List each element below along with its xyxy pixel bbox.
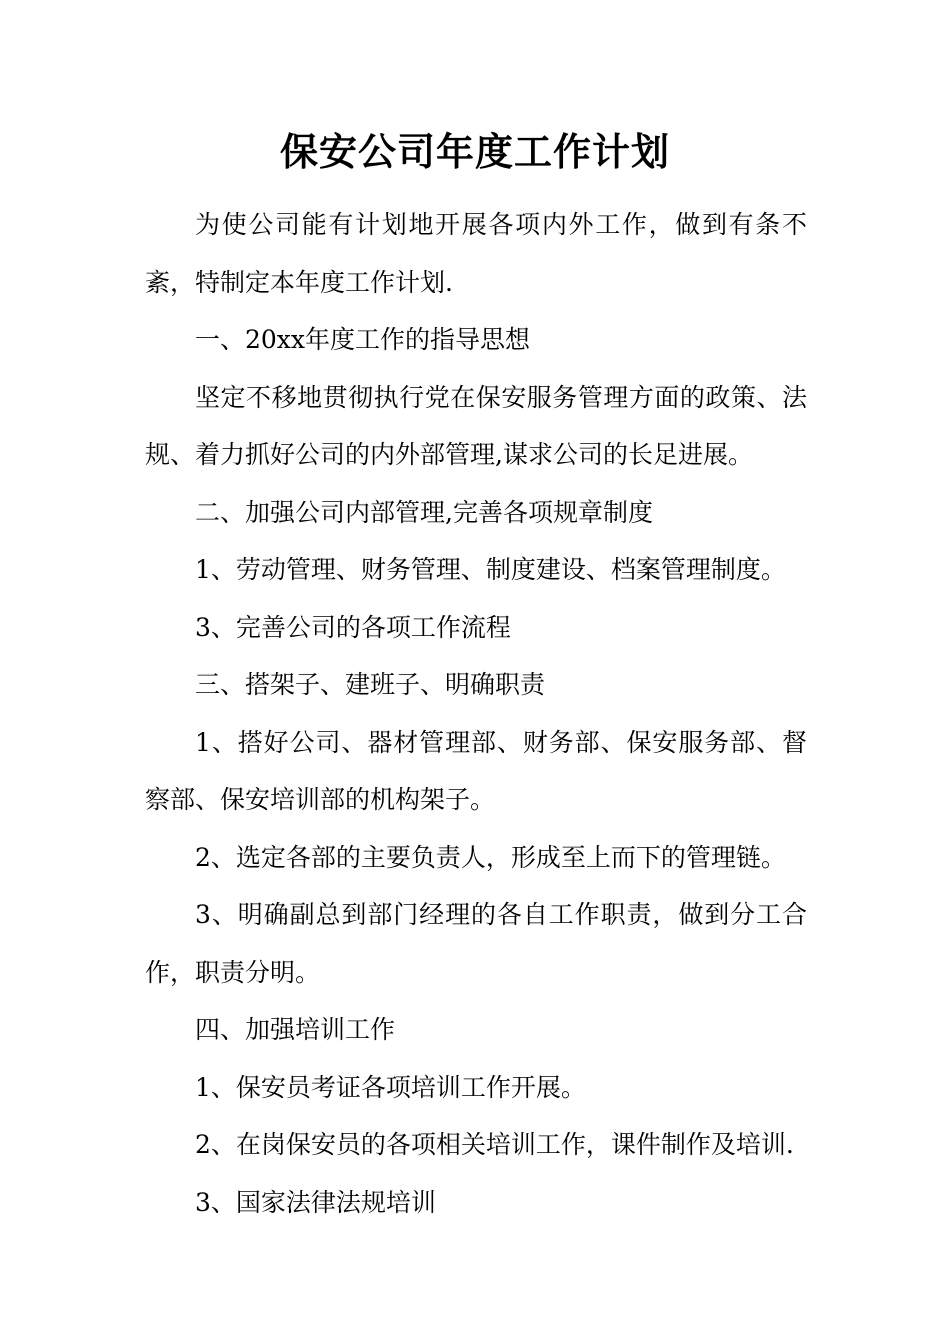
section-heading-1: 一、20xx年度工作的指导思想 xyxy=(195,325,531,354)
list-item: 2、在岗保安员的各项相关培训工作，课件制作及培训. xyxy=(195,1130,794,1159)
list-item: 3、完善公司的各项工作流程 xyxy=(195,612,511,642)
list-item: 1、保安员考证各项培训工作开展。 xyxy=(195,1072,586,1102)
paragraph-guiding-idea: 坚定不移地贯彻执行党在保安服务管理方面的政策、法规、着力抓好公司的内外部管理,谋求公司的长足进展。 xyxy=(145,382,807,469)
document-body xyxy=(145,196,807,1231)
list-item: 3、明确副总到部门经理的各自工作职责，做到分工合作，职责分明。 xyxy=(145,900,807,987)
section-heading-4: 四、加强培训工作 xyxy=(195,1015,396,1044)
section-heading-2: 二、加强公司内部管理,完善各项规章制度 xyxy=(195,497,653,527)
list-item: 2、选定各部的主要负责人，形成至上而下的管理链。 xyxy=(195,842,786,872)
paragraph-intro: 为使公司能有计划地开展各项内外工作，做到有条不紊，特制定本年度工作计划. xyxy=(145,210,807,297)
list-item: 3、国家法律法规培训 xyxy=(195,1187,436,1217)
document-title: 保安公司年度工作计划 xyxy=(279,129,670,174)
section-heading-3: 三、搭架子、建班子、明确职责 xyxy=(195,670,546,699)
list-item: 1、劳动管理、财务管理、制度建设、档案管理制度。 xyxy=(195,555,786,584)
list-item: 1、搭好公司、器材管理部、财务部、保安服务部、督察部、保安培训部的机构架子。 xyxy=(145,727,807,814)
